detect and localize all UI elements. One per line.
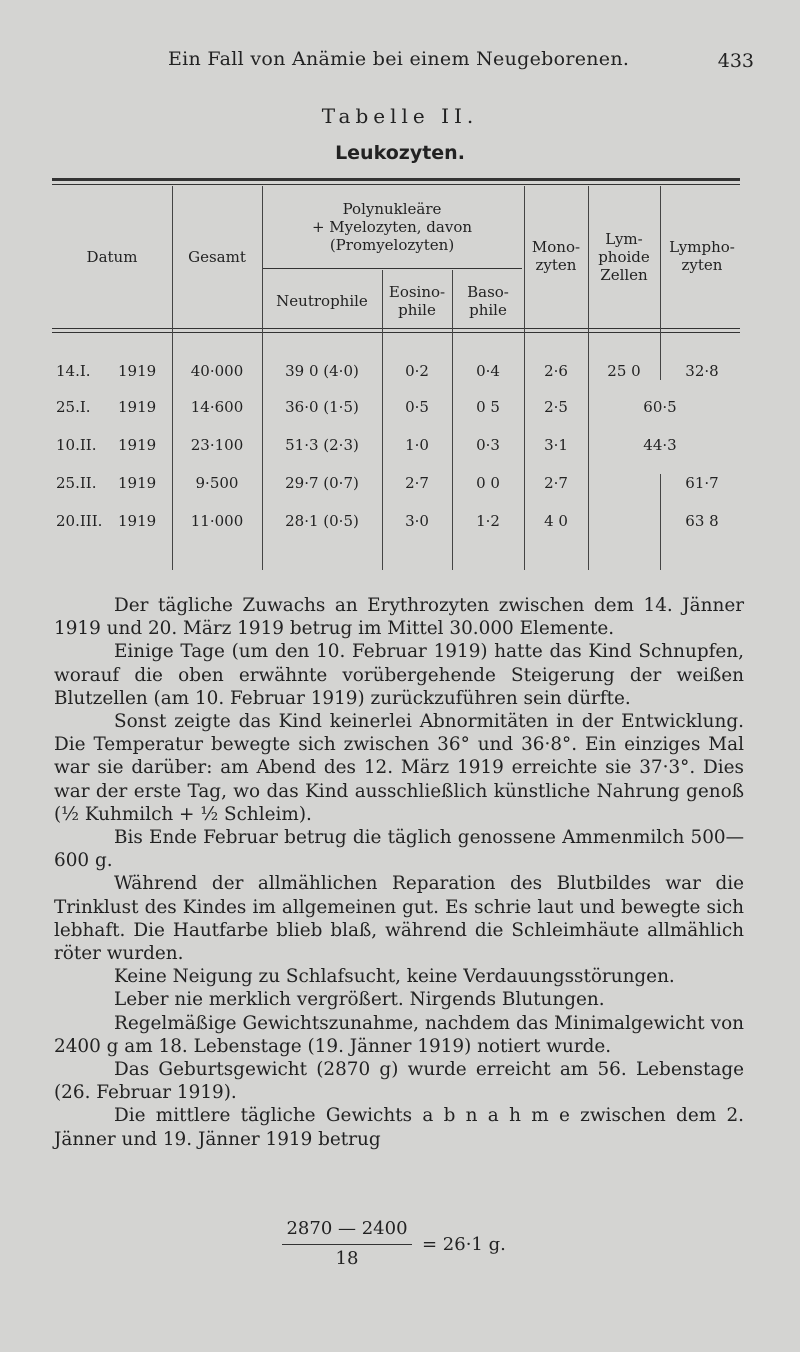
formula-denominator: 18 [335, 1248, 359, 1269]
body-text [54, 594, 744, 1151]
header-baso-2: phile [469, 301, 507, 319]
header-bottom-rule [52, 328, 740, 329]
paragraph: Das Geburtsgewicht (2870 g) wurde erreicht am 56. Lebenstage (26. Februar 1919). [54, 1059, 744, 1104]
cell-lympho: 63 8 [685, 512, 719, 530]
cell-mono: 4 0 [544, 512, 568, 530]
cell-datum: 14.I. [56, 362, 91, 380]
cell-datum: 25.I. [56, 398, 91, 416]
paragraph: Die mittlere tägliche Gewichts a b n a h m e zwischen dem 2. Jänner und 19. Jänner 1919 betrug [54, 1105, 744, 1150]
header-poly-2: + Myelozyten, davon [311, 218, 473, 236]
header-eosino-2: phile [398, 301, 436, 319]
header-lymphoide-3: Zellen [600, 266, 648, 284]
cell-eosino: 0·5 [405, 398, 429, 416]
cell-eosino: 0·2 [405, 362, 429, 380]
header-neutro: Neutrophile [276, 292, 368, 310]
col-divider [660, 186, 661, 380]
cell-baso: 0 0 [476, 474, 500, 492]
header-mono-1: Mono- [531, 238, 581, 256]
cell-lymph-merged: 60·5 [643, 398, 677, 416]
paragraph: Der tägliche Zuwachs an Erythrozyten zwischen dem 14. Jänner 1919 und 20. März 1919 betrug im Mittel 30.000 Elemente. [54, 595, 744, 640]
cell-datum: 20.III. [56, 512, 103, 530]
formula-numerator: 2870 — 2400 [286, 1218, 408, 1239]
cell-year: 1919 [118, 512, 157, 530]
formula-result: = 26·1 g. [422, 1234, 506, 1255]
header-gesamt: Gesamt [188, 248, 246, 266]
header-mono-2: zyten [535, 256, 577, 274]
running-header [0, 48, 800, 78]
cell-year: 1919 [118, 474, 157, 492]
cell-eosino: 3·0 [405, 512, 429, 530]
header-eosino-1: Eosino- [388, 283, 446, 301]
header-lympho-2: zyten [681, 256, 723, 274]
header-title: Ein Fall von Anämie bei einem Neugeborenen. [168, 48, 630, 70]
cell-eosino: 1·0 [405, 436, 429, 454]
cell-gesamt: 40·000 [190, 362, 244, 380]
cell-neutro: 51·3 (2·3) [285, 436, 359, 454]
cell-gesamt: 11·000 [190, 512, 244, 530]
cell-lympho: 32·8 [685, 362, 719, 380]
cell-gesamt: 14·600 [190, 398, 244, 416]
cell-datum: 10.II. [56, 436, 97, 454]
cell-lymphoide: 25 0 [607, 362, 641, 380]
cell-neutro: 36·0 (1·5) [285, 398, 359, 416]
cell-neutro: 28·1 (0·5) [285, 512, 359, 530]
cell-gesamt: 9·500 [195, 474, 239, 492]
cell-neutro: 39 0 (4·0) [285, 362, 359, 380]
header-poly-1: Polynukleäre [342, 200, 442, 218]
paragraph: Regelmäßige Gewichtszunahme, nachdem das Minimalgewicht von 2400 g am 18. Lebenstage (19. Jänner 1919) notiert wurde. [54, 1012, 744, 1057]
cell-year: 1919 [118, 436, 157, 454]
header-lymphoide-2: phoide [598, 248, 650, 266]
cell-lymph-merged: 44·3 [643, 436, 677, 454]
weight-formula [282, 1218, 542, 1278]
cell-mono: 2·7 [544, 474, 568, 492]
paragraph: Sonst zeigte das Kind keinerlei Abnormitäten in der Entwicklung. Die Temperatur bewegte sich zwischen 36° und 36·8°. Ein einziges Mal war sie darüber: am Abend des 12. März 1919 erreichte sie 37·3°. Dies war der erste Tag, wo das Kind ausschließlich künstliche Nahrung genoß (½ Kuhmilch + ½ Schleim). [54, 711, 744, 825]
cell-mono: 2·5 [544, 398, 568, 416]
table-subtitle: Leukozyten. [335, 142, 465, 164]
cell-baso: 0·3 [476, 436, 500, 454]
cell-baso: 0·4 [476, 362, 500, 380]
cell-baso: 0 5 [476, 398, 500, 416]
table-top-rule-thin [52, 184, 740, 185]
cell-year: 1919 [118, 398, 157, 416]
paragraph: Bis Ende Februar betrug die täglich genossene Ammenmilch 500—600 g. [54, 827, 744, 872]
cell-eosino: 2·7 [405, 474, 429, 492]
cell-baso: 1·2 [476, 512, 500, 530]
cell-mono: 3·1 [544, 436, 568, 454]
cell-neutro: 29·7 (0·7) [285, 474, 359, 492]
header-poly-3: (Promyelozyten) [329, 236, 455, 254]
cell-year: 1919 [118, 362, 157, 380]
page-number: 433 [717, 50, 754, 72]
table-top-rule [52, 178, 740, 181]
cell-mono: 2·6 [544, 362, 568, 380]
cell-datum: 25.II. [56, 474, 97, 492]
poly-subheader-rule [262, 268, 522, 269]
header-lympho-1: Lympho- [669, 238, 735, 256]
cell-gesamt: 23·100 [190, 436, 244, 454]
paragraph: Keine Neigung zu Schlafsucht, keine Verdauungsstörungen. [114, 966, 675, 988]
header-lymphoide-1: Lym- [605, 230, 643, 248]
paragraph: Während der allmählichen Reparation des Blutbildes war die Trinklust des Kindes im allgemeinen gut. Es schrie laut und bewegte sich lebhaft. Die Hautfarbe blieb blaß, während die Schleimhäute allmählich röter wurden. [54, 873, 744, 965]
paragraph: Leber nie merklich vergrößert. Nirgends Blutungen. [114, 989, 605, 1011]
header-datum: Datum [86, 248, 138, 266]
header-baso-1: Baso- [467, 283, 509, 301]
table-title: Tabelle II. [321, 104, 479, 128]
fraction-bar [282, 1244, 412, 1245]
paragraph: Einige Tage (um den 10. Februar 1919) hatte das Kind Schnupfen, worauf die oben erwähnte vorübergehende Steigerung der weißen Blutzellen (am 10. Februar 1919) zurückzuführen sein dürfte. [54, 641, 744, 709]
cell-lympho: 61·7 [685, 474, 719, 492]
header-bottom-rule-2 [52, 332, 740, 333]
